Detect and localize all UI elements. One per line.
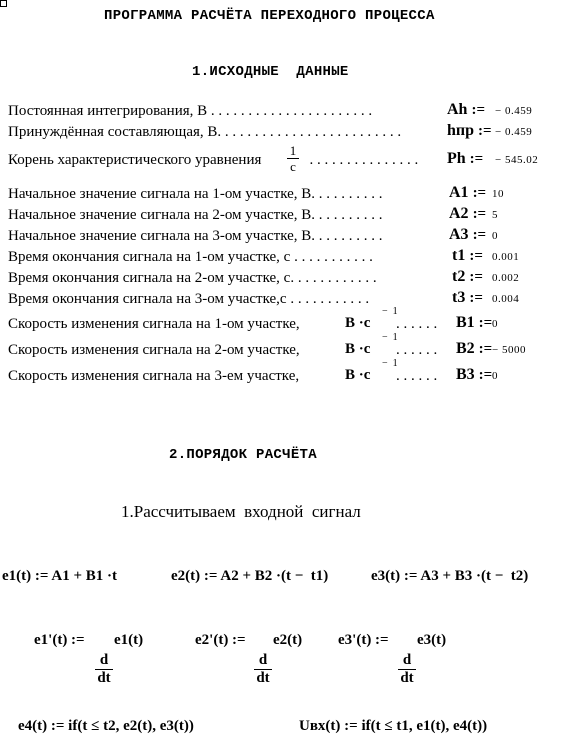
param-value: 0	[492, 230, 498, 242]
param-var: Ah :=	[447, 101, 485, 118]
section-heading-procedure: 2.ПОРЯДОК РАСЧЁТА	[169, 447, 317, 463]
param-row	[8, 249, 548, 267]
derivative-rhs: e2(t)	[273, 632, 303, 648]
derivative-e3	[338, 623, 447, 686]
param-value: 5	[492, 209, 498, 221]
param-unit-exponent: − 1	[382, 306, 398, 317]
derivative-lhs: e3'(t) :=	[338, 632, 389, 648]
formula-uvx: Uвх(t) := if(t ≤ t1, e1(t), e4(t))	[299, 718, 488, 734]
param-var: t3 :=	[452, 289, 483, 306]
param-var: B3 :=	[456, 366, 493, 383]
param-var: hпр :=	[447, 122, 492, 139]
param-dots: . . . . . .	[396, 342, 438, 358]
param-value: 0.002	[492, 272, 520, 284]
param-row	[8, 306, 548, 334]
param-value: − 0.459	[495, 105, 533, 117]
derivative-fraction: d dt	[254, 623, 272, 716]
param-label: Скорость изменения сигнала на 2-ом участке,	[8, 342, 300, 358]
derivative-e1	[34, 623, 144, 686]
param-dots: . . . . . . . . . . . . . . .	[302, 152, 419, 168]
param-var: t2 :=	[452, 268, 483, 285]
param-row	[8, 124, 548, 142]
param-value: 0	[492, 370, 498, 382]
param-value: − 5000	[492, 344, 526, 356]
param-unit-exponent: − 1	[382, 358, 398, 369]
param-value: 0.004	[492, 293, 520, 305]
derivative-lhs: e1'(t) :=	[34, 632, 85, 648]
formula-e4: e4(t) := if(t ≤ t2, e2(t), e3(t))	[18, 718, 194, 734]
param-row	[8, 291, 548, 309]
derivative-e2	[195, 623, 303, 686]
param-row	[8, 270, 548, 288]
param-value: − 545.02	[495, 154, 539, 166]
param-row	[8, 207, 548, 225]
param-label: Принуждённая составляющая, В. . . . . . . . . . . . . . . . . . . . . . . . .	[8, 124, 402, 140]
param-value: 0.001	[492, 251, 520, 263]
param-var: B1 :=	[456, 314, 493, 331]
derivative-lhs: e2'(t) :=	[195, 632, 246, 648]
param-label: Время окончания сигнала на 2-ом участке, с. . . . . . . . . . . .	[8, 270, 377, 286]
param-row	[8, 143, 548, 174]
param-label: Время окончания сигнала на 1-ом участке, с . . . . . . . . . . .	[8, 249, 373, 265]
param-label: Начальное значение сигнала на 2-ом участке, В. . . . . . . . . .	[8, 207, 383, 223]
param-label: Начальное значение сигнала на 1-ом участке, В. . . . . . . . . .	[8, 186, 383, 202]
param-row	[8, 186, 548, 204]
param-value: − 0.459	[495, 126, 533, 138]
param-var: B2 :=	[456, 340, 493, 357]
param-value: 0	[492, 318, 498, 330]
step-heading: 1.Рассчитываем входной сигнал	[121, 502, 361, 521]
param-label: Корень характеристического уравнения	[8, 152, 262, 168]
derivative-fraction: d dt	[95, 623, 113, 716]
param-dots: . . . . . .	[396, 316, 438, 332]
param-unit: В ·с	[345, 367, 371, 383]
param-var: A1 :=	[449, 184, 487, 201]
param-dots: . . . . . .	[396, 368, 438, 384]
formula-e3: e3(t) := A3 + B3 ·(t − t2)	[371, 568, 529, 584]
param-row	[8, 103, 548, 121]
param-row	[8, 332, 548, 360]
param-value: 10	[492, 188, 504, 200]
param-var: t1 :=	[452, 247, 483, 264]
derivative-rhs: e1(t)	[114, 632, 144, 648]
param-label: Время окончания сигнала на 3-ом участке,с . . . . . . . . . . .	[8, 291, 370, 307]
param-label: Скорость изменения сигнала на 3-ем участке,	[8, 368, 300, 384]
derivative-fraction: d dt	[398, 623, 416, 716]
param-label: Постоянная интегрирования, В . . . . . . . . . . . . . . . . . . . . . .	[8, 103, 373, 119]
formula-e1: e1(t) := A1 + B1 ·t	[2, 568, 117, 584]
formula-e2: e2(t) := A2 + B2 ·(t − t1)	[171, 568, 329, 584]
page-title: ПРОГРАММА РАСЧЁТА ПЕРЕХОДНОГО ПРОЦЕССА	[104, 8, 435, 24]
section-heading-initial-data: 1.ИСХОДНЫЕ ДАННЫЕ	[192, 64, 349, 80]
param-unit: В ·с	[345, 315, 371, 331]
param-unit: В ·с	[345, 341, 371, 357]
param-label: Начальное значение сигнала на 3-ом участке, В. . . . . . . . . .	[8, 228, 383, 244]
corner-marker	[0, 0, 7, 7]
derivative-rhs: e3(t)	[417, 632, 447, 648]
param-var: A2 :=	[449, 205, 487, 222]
param-label: Скорость изменения сигнала на 1-ом участке,	[8, 316, 300, 332]
param-row	[8, 358, 548, 386]
unit-fraction: 1 с	[287, 144, 299, 173]
param-unit-exponent: − 1	[382, 332, 398, 343]
param-row	[8, 228, 548, 246]
param-var: A3 :=	[449, 226, 487, 243]
param-var: Ph :=	[447, 150, 484, 167]
